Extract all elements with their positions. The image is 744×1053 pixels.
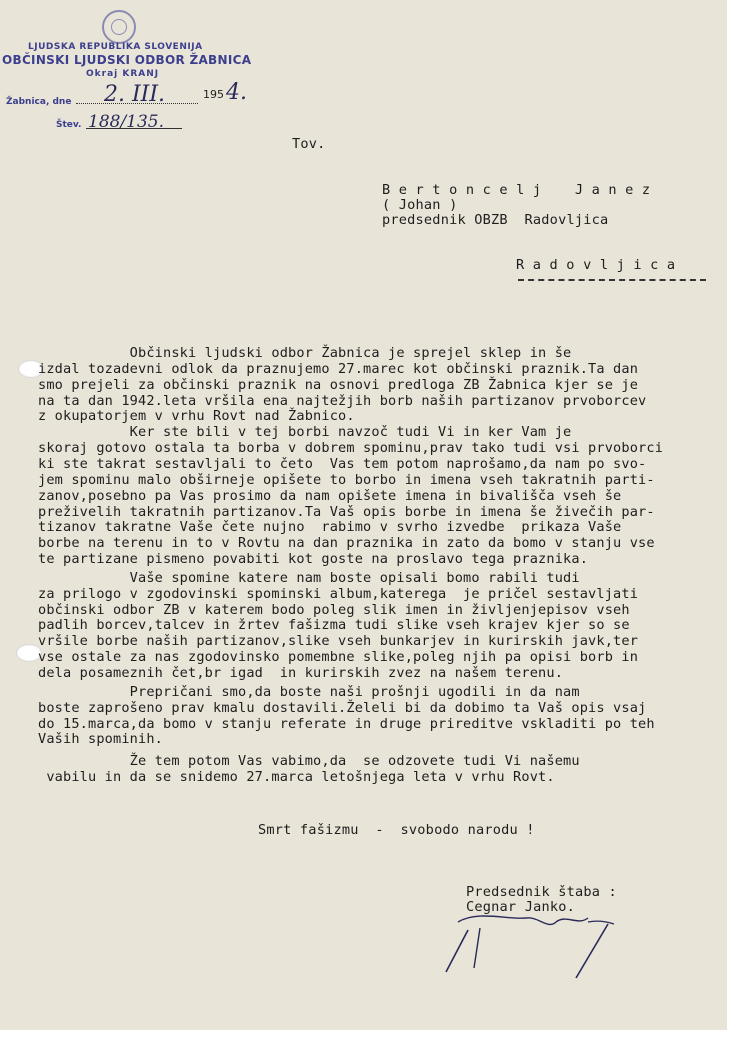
body-line: Vaših spominih. xyxy=(38,731,164,748)
body-line: skoraj gotovo ostala ta borba v dobrem spominu,prav tako tudi vsi prvoborci xyxy=(38,440,664,457)
scan-margin-right xyxy=(727,0,744,1053)
body-line: tizanov takratne Vaše čete nujno rabimo v svrho izvedbe prikaza Vaše xyxy=(38,519,622,536)
stamp-district: Okraj KRANJ xyxy=(86,69,160,79)
body-line: padlih borcev,talcev in žrtev fašizma tudi slike vseh krajev kjer so se xyxy=(38,617,630,634)
date-handwritten: 2. III. xyxy=(104,82,166,107)
body-line: Prepričani smo,da boste naši prošnji ugodili in da nam xyxy=(38,683,580,700)
body-line: vse ostale za nas zgodovinsko pomembne slike,poleg njih pa opisi borb in xyxy=(38,649,639,666)
stamp-republic: LJUDSKA REPUBLIKA SLOVENIJA xyxy=(28,42,203,52)
body-line: z okupatorjem v vrhu Rovt nad Žabnico. xyxy=(38,408,355,425)
stamp-number-label: Štev. xyxy=(56,120,82,130)
body-line: smo prejeli za občinski praznik na osnovi predloga ZB Žabnica kjer se je xyxy=(38,376,639,393)
body-line: jem spominu malo obširneje opišete to borbo in imena vseh takratnih parti- xyxy=(38,471,655,488)
recipient-city: R a d o v l j i c a xyxy=(516,257,676,273)
reference-number: 188/135. xyxy=(88,112,165,132)
signature-name: Cegnar Janko. xyxy=(466,899,575,915)
body-line: Že tem potom Vas vabimo,da se odzovete tudi Vi našemu xyxy=(38,753,580,770)
stamp-date-label: Žabnica, dne xyxy=(6,97,72,107)
date-year-printed: 195 xyxy=(203,88,224,101)
body-line: preživelih takratnih partizanov.Ta Vaš opis borbe in imena še živečih par- xyxy=(38,503,655,520)
salutation: Tov. xyxy=(292,136,326,152)
recipient-title: predsednik OBZB Radovljica xyxy=(382,212,609,228)
date-year-handwritten: 4. xyxy=(226,80,247,105)
body-line: izdal tozadevni odlok da praznujemo 27.marec kot občinski praznik.Ta dan xyxy=(38,360,639,377)
body-line: za prilogo v zgodovinski spominski album,katerega je pričel sestavljati xyxy=(38,585,639,602)
body-line: Občinski ljudski odbor Žabnica je sprejel sklep in še xyxy=(38,345,572,361)
city-underline xyxy=(518,279,706,281)
scan-margin-bottom xyxy=(0,1030,744,1053)
body-line: vršile borbe naših partizanov,slike vseh bunkarjev in kurirskih javk,ter xyxy=(38,633,639,650)
body-line: zanov,posebno pa Vas prosimo da nam opišete imena in bivališča vseh še xyxy=(38,487,622,504)
recipient-name: B e r t o n c e l j J a n e z xyxy=(382,182,651,198)
body-line: Ker ste bili v tej borbi navzoč tudi Vi in ker Vam je xyxy=(38,424,572,441)
body-line: boste zaprošeno prav kmalu dostavili.Želeli bi da dobimo ta Vaš opis vsaj xyxy=(38,699,647,716)
body-line: dela posameznih čet,br igad in kurirskih zvez na našem terenu. xyxy=(38,665,564,681)
closing-slogan: Smrt fašizmu - svobodo narodu ! xyxy=(258,822,535,838)
body-line: na ta dan 1942.leta vršila ena najtežjih borb naših partizanov prvoborcev xyxy=(38,392,647,409)
body-line: borbe na terenu in to v Rovtu na dan praznika in zato da bomo v stanju vse xyxy=(38,535,655,552)
body-line: občinski odbor ZB v katerem bodo poleg slik imen in življenjepisov vseh xyxy=(38,601,630,618)
body-line: ki ste takrat sestavljali to četo Vas tem potom naprošamo,da nam po svo- xyxy=(38,455,647,472)
stamp-office: OBČINSKI LJUDSKI ODBOR ŽABNICA xyxy=(2,53,252,67)
body-line: vabilu in da se snidemo 27.marca letošnjega leta v vrhu Rovt. xyxy=(38,769,555,786)
coat-of-arms-icon xyxy=(102,10,136,44)
recipient-alias: ( Johan ) xyxy=(382,197,458,213)
signature-title: Predsednik štaba : xyxy=(466,884,617,900)
body-line: do 15.marca,da bomo v stanju referate in druge prireditve vskladiti po teh xyxy=(38,715,655,732)
body-line: te partizane pismeno povabiti kot goste na proslavo tega praznika. xyxy=(38,551,589,568)
handwritten-signature xyxy=(438,900,624,980)
body-line: Vaše spomine katere nam boste opisali bomo rabili tudi xyxy=(38,569,580,586)
